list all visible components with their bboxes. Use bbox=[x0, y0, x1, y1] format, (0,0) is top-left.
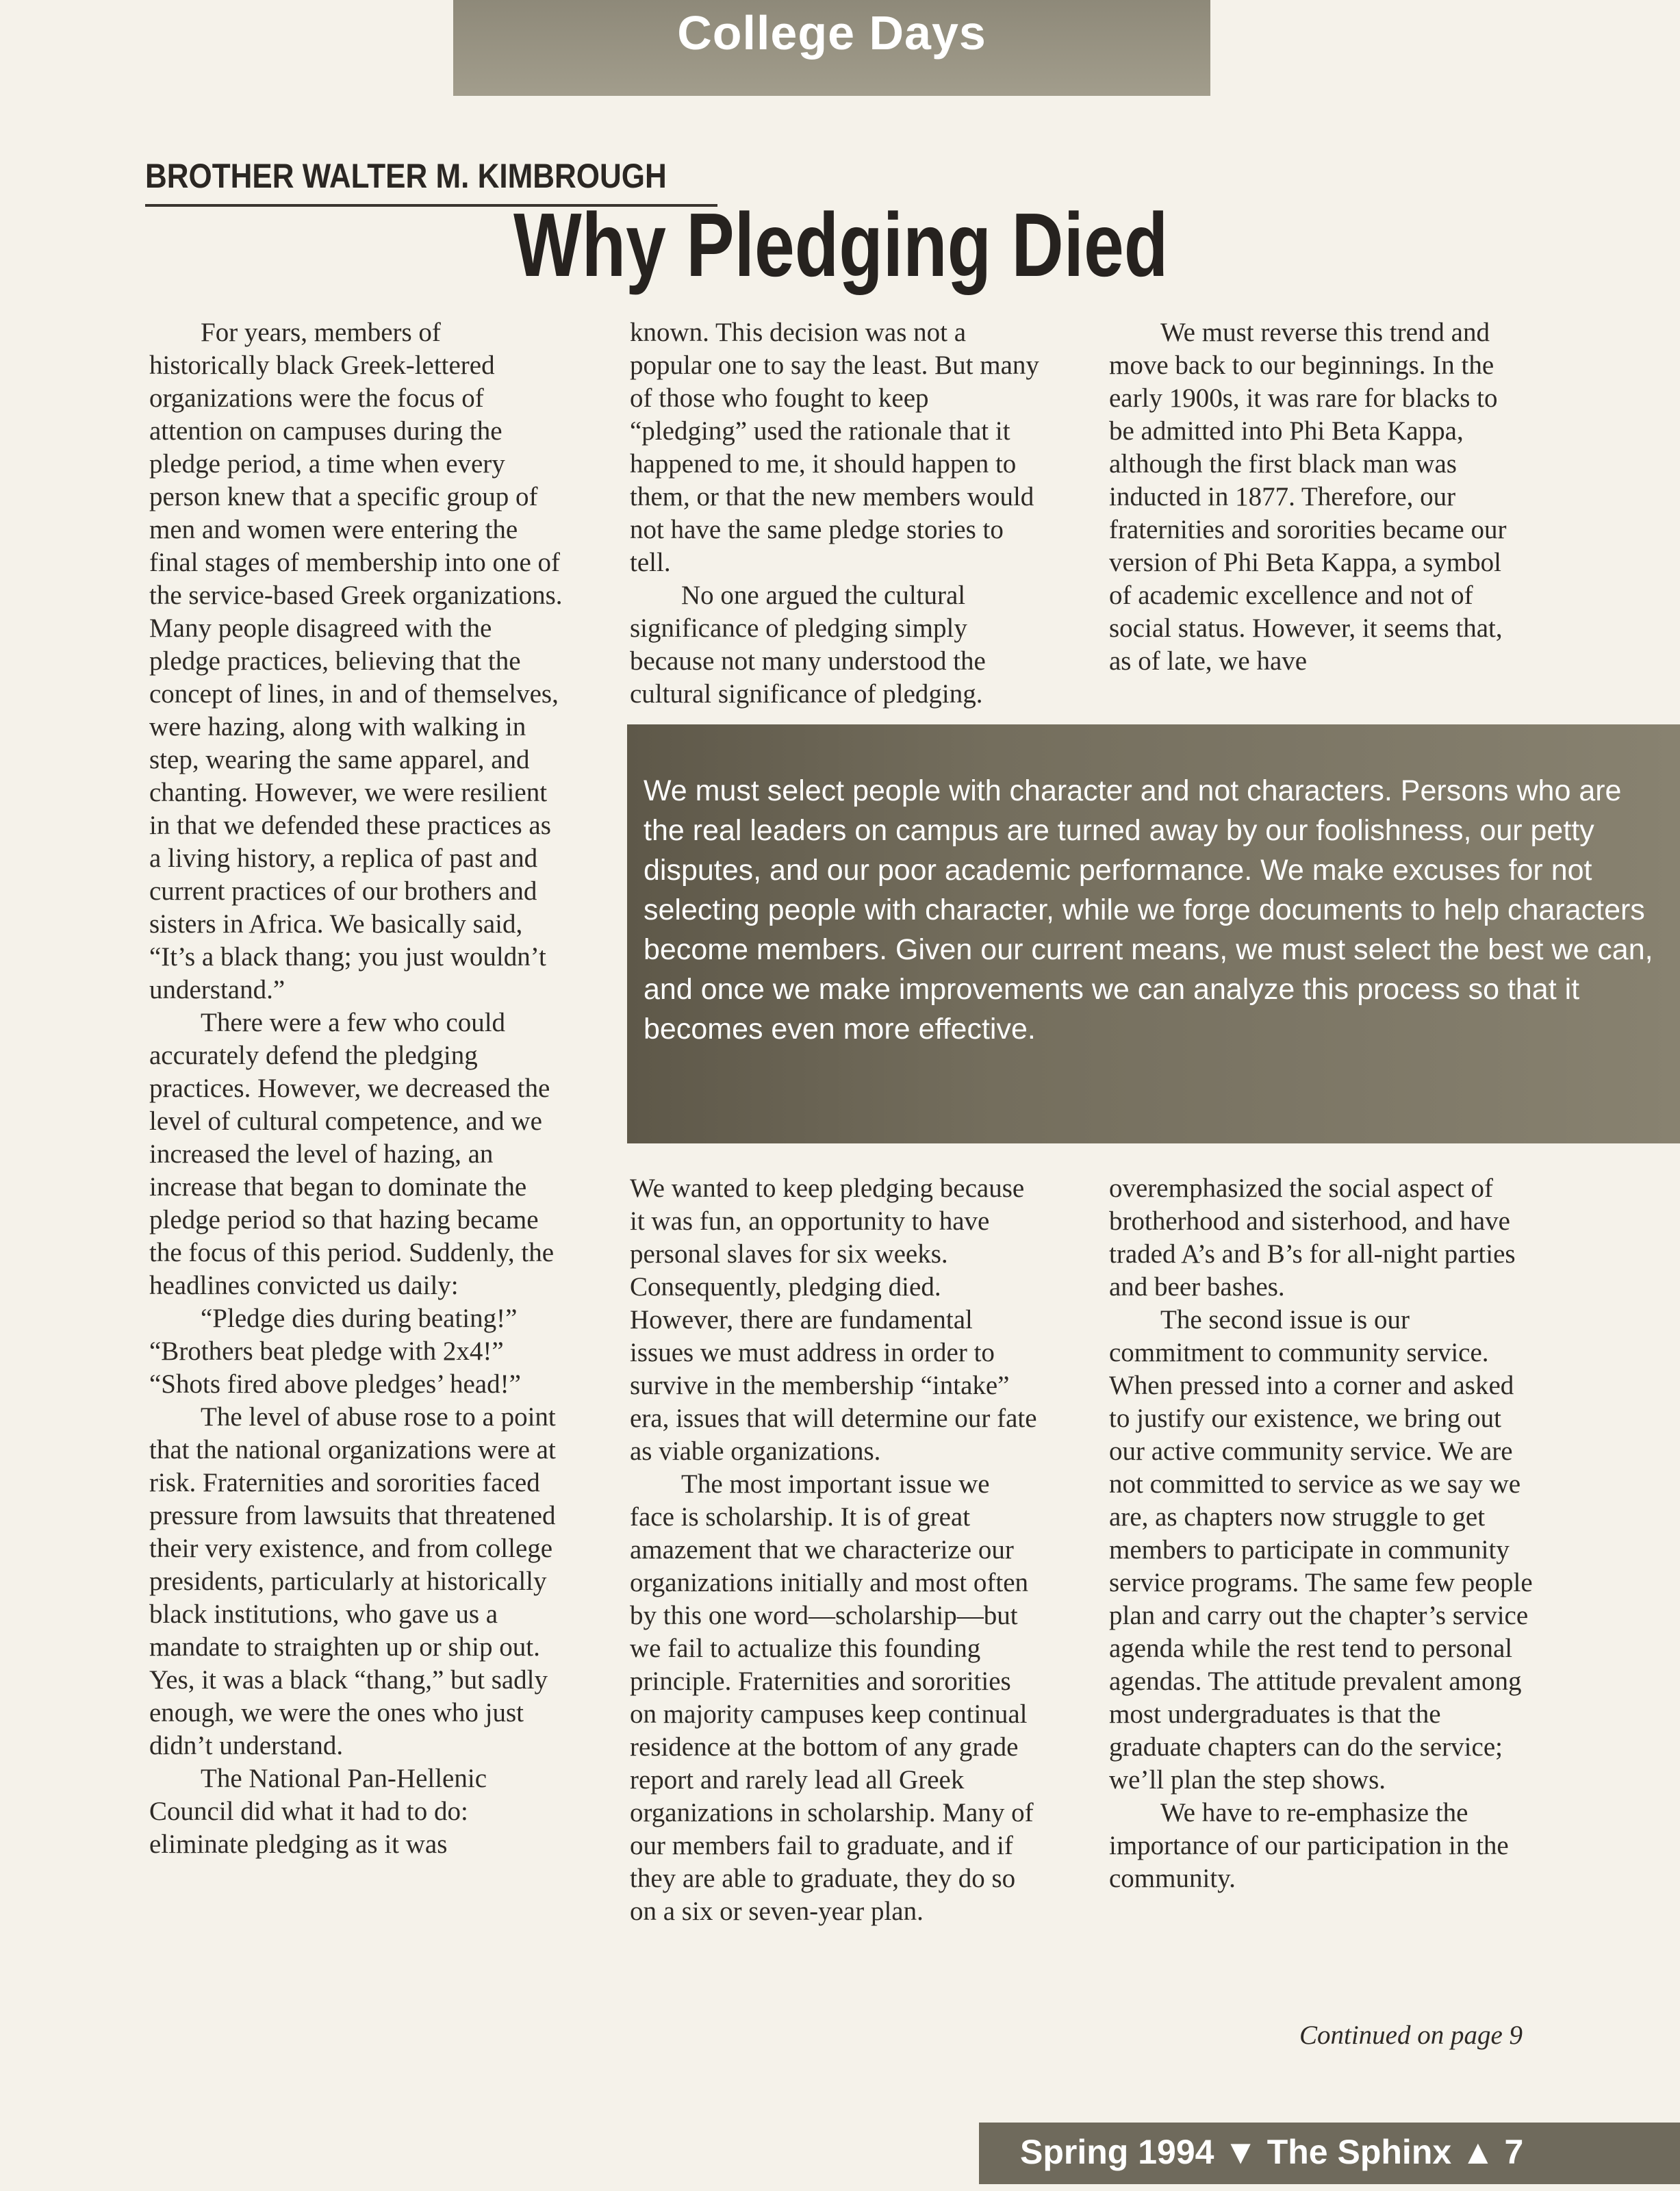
paragraph: We must reverse this trend and move back to our beginnings. In the early 1900s, it was rare for blacks to be admitted into Phi Beta Kappa, although the first black man was inducted in 1877. Therefore, our fraternities and sororities became our version of Phi Beta Kappa, a symbol of academic excellence and not of social status. However, it seems that, as of late, we have bbox=[1109, 318, 1507, 676]
article-column-2-bottom bbox=[630, 1172, 1041, 1928]
headline-quote: “Brothers beat pledge with 2x4!” bbox=[149, 1337, 504, 1366]
paragraph: The National Pan-Hellenic Council did what it had to do: eliminate pledging as it was bbox=[149, 1764, 487, 1859]
paragraph: The most important issue we face is scholarship. It is of great amazement that we characterize our organizations initially and most often by this one word—scholarship—but we fail to actualize this founding principle. Fraternities and sororities on majority campuses keep continual residence at the bottom of any grade report and rarely lead all Greek organizations in scholarship. Many of our members fail to graduate, and if they are able to graduate, they do so on a six or seven-year plan. bbox=[630, 1469, 1034, 1926]
pull-quote-box bbox=[627, 724, 1680, 1143]
paragraph: For years, members of historically black Greek-lettered organizations were the focus of attention on campuses during the pledge period, a time when every person knew that a specific group of men and women were entering the final stages of membership into one of the service-based Greek organizations. Many people disagreed with the pledge practices, believing that the concept of lines, in and of themselves, were hazing, along with walking in step, wearing the same apparel, and chanting. However, we were resilient in that we defended these practices as a living history, a replica of past and current practices of our brothers and sisters in Africa. We basically said, “It’s a black thang; you just wouldn’t understand.” bbox=[149, 318, 563, 1004]
paragraph: We wanted to keep pledging because it was fun, an opportunity to have personal slaves for six weeks. Consequently, pledging died. However, there are fundamental issues we must address in order to survive in the membership “intake” era, issues that will determine our fate as viable organizations. bbox=[630, 1174, 1037, 1466]
paragraph: The level of abuse rose to a point that the national organizations were at risk. Fraternities and sororities faced pressure from lawsuits that threatened their very existence, and from college presidents, particularly at historically black institutions, who gave us a mandate to straighten up or ship out. Yes, it was a black “thang,” but sadly enough, we were the ones who just didn’t understand. bbox=[149, 1402, 556, 1760]
author-byline: BROTHER WALTER M. KIMBROUGH bbox=[145, 157, 667, 195]
section-title: College Days bbox=[677, 6, 987, 60]
paragraph: No one argued the cultural significance of pledging simply because not many understood the cultural significance of pledging. bbox=[630, 581, 986, 709]
article-column-3-bottom bbox=[1109, 1172, 1533, 1895]
footer-band bbox=[979, 2123, 1680, 2184]
article-column-2-top bbox=[630, 316, 1041, 711]
article-headline: Why Pledging Died bbox=[513, 194, 1169, 295]
paragraph: known. This decision was not a popular one to say the least. But many of those who fought to keep “pledging” used the rationale that it happened to me, it should happen to them, or that the new members would not have the same pledge stories to tell. bbox=[630, 318, 1039, 577]
article-column-3-top bbox=[1109, 316, 1520, 678]
paragraph: overemphasized the social aspect of brotherhood and sisterhood, and have traded A’s and B’s for all-night parties and beer bashes. bbox=[1109, 1174, 1516, 1302]
article-column-1 bbox=[149, 316, 563, 1861]
headline-quote: “Pledge dies during beating!” bbox=[201, 1304, 518, 1333]
paragraph: There were a few who could accurately defend the pledging practices. However, we decreased the level of cultural competence, and we increased the level of hazing, an increase that began to dominate the pledge period so that hazing became the focus of this period. Suddenly, the headlines convicted us daily: bbox=[149, 1008, 555, 1300]
paragraph: We have to re-emphasize the importance of our participation in the community. bbox=[1109, 1798, 1509, 1893]
continued-note: Continued on page 9 bbox=[1299, 2021, 1523, 2050]
paragraph: The second issue is our commitment to community service. When pressed into a corner and asked to justify our existence, we bring out our active community service. We are not committed to service as we say we are, as chapters now struggle to get members to participate in community service programs. The same few people plan and carry out the chapter’s service agenda while the rest tend to personal agendas. The attitude prevalent among most undergraduates is that the graduate chapters can do the service; we’ll plan the step shows. bbox=[1109, 1305, 1533, 1795]
footer-issue-line: Spring 1994 ▼ The Sphinx ▲ 7 bbox=[1020, 2133, 1524, 2171]
section-header-band bbox=[453, 0, 1210, 96]
headline-quote: “Shots fired above pledges’ head!” bbox=[149, 1369, 521, 1399]
pull-quote-text: We must select people with character and not characters. Persons who are the real leaders on campus are turned away by our foolishness, our petty disputes, and our poor academic performance. We make excuses for not selecting people with character, while we forge documents to help characters become members. Given our current means, we must select the best we can, and once we make improvements we can analyze this process so that it becomes even more effective. bbox=[644, 774, 1653, 1046]
